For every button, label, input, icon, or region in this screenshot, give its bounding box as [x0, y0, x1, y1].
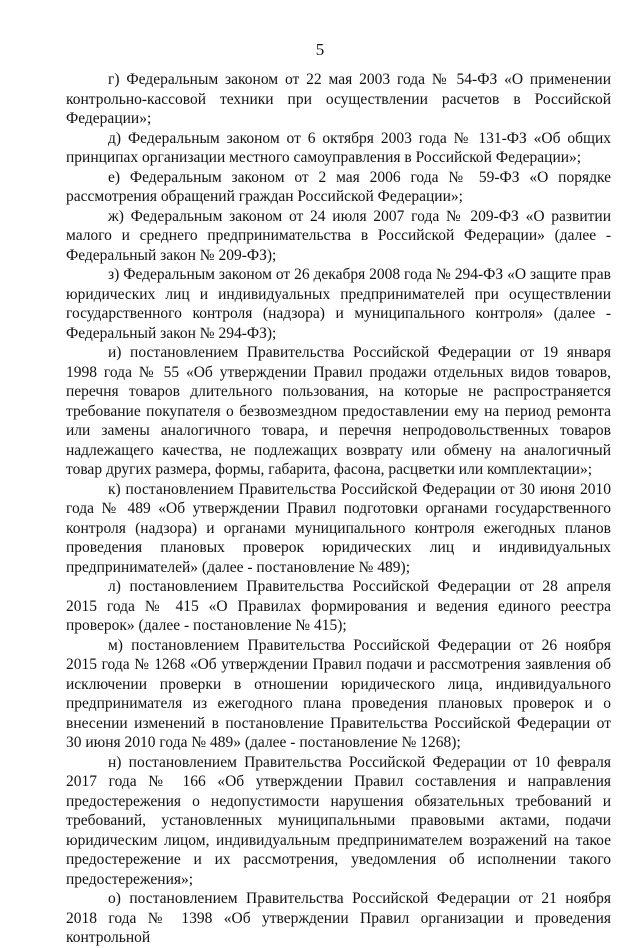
- paragraph-z: з) Федеральным законом от 26 декабря 2008 года № 294-ФЗ «О защите прав юридических лиц и индивидуальных предпринимателей при осуществлении государственного контроля (надзора) и муниципального контроля» (далее - Федеральный закон № 294-ФЗ);: [66, 266, 611, 342]
- paragraph-i: и) постановлением Правительства Российской Федерации от 19 января 1998 года № 55 «Об утверждении Правил продажи отдельных видов товаров, перечня товаров длительного пользования, на которые не распространяется требование покупателя о безвозмездном предоставлении ему на период ремонта или замены аналогичного товара, и перечня непродовольственных товаров надлежащего качества, не подлежащих возврату или обмену на аналогичный товар других размера, формы, габарита, фасона, расцветки или комплектации»;: [66, 344, 611, 478]
- paragraph-m: м) постановлением Правительства Российской Федерации от 26 ноября 2015 года № 1268 «Об утверждении Правил подачи и рассмотрения заявления об исключении проверки в отношении юридического лица, индивидуального предпринимателя из ежегодного плана проведения плановых проверок и о внесении изменений в постановление Правительства Российской Федерации от 30 июня 2010 года № 489» (далее - постановление № 1268);: [66, 636, 611, 751]
- paragraph-n: н) постановлением Правительства Российской Федерации от 10 февраля 2017 года № 166 «Об утверждении Правил составления и направления предостережения о недопустимости нарушения обязательных требований и требований, установленных муниципальными правовыми актами, подачи юридическим лицом, индивидуальным предпринимателем возражений на такое предостережение и их рассмотрения, уведомления об исполнении такого предостережения»;: [66, 753, 611, 888]
- paragraph-k: к) постановлением Правительства Российской Федерации от 30 июня 2010 года № 489 «Об утверждении Правил подготовки органами государственного контроля (надзора) и органами муниципального контроля ежегодных планов проведения плановых проверок юридических лиц и индивидуальных предпринимателей» (далее - постановление № 489);: [66, 480, 611, 576]
- paragraph-e: е) Федеральным законом от 2 мая 2006 года № 59-ФЗ «О порядке рассмотрения обращений граждан Российской Федерации»;: [66, 168, 611, 205]
- paragraph-zh: ж) Федеральным законом от 24 июля 2007 года № 209-ФЗ «О развитии малого и среднего предпринимательства в Российской Федерации» (далее - Федеральный закон № 209-ФЗ);: [66, 207, 611, 264]
- page-number: 5: [315, 40, 325, 59]
- document-body: [66, 70, 611, 948]
- paragraph-l: л) постановлением Правительства Российской Федерации от 28 апреля 2015 года № 415 «О Правилах формирования и ведения единого реестра проверок» (далее - постановление № 415);: [66, 578, 611, 634]
- paragraph-o: о) постановлением Правительства Российской Федерации от 21 ноября 2018 года № 1398 «Об утверждении Правил организации и проведения контрольной: [66, 890, 611, 946]
- paragraph-g: г) Федеральным законом от 22 мая 2003 года № 54-ФЗ «О применении контрольно-кассовой техники при осуществлении расчетов в Российской Федерации»;: [66, 71, 611, 127]
- paragraph-d: д) Федеральным законом от 6 октября 2003 года № 131-ФЗ «Об общих принципах организации местного самоуправления в Российской Федерации»;: [66, 129, 611, 166]
